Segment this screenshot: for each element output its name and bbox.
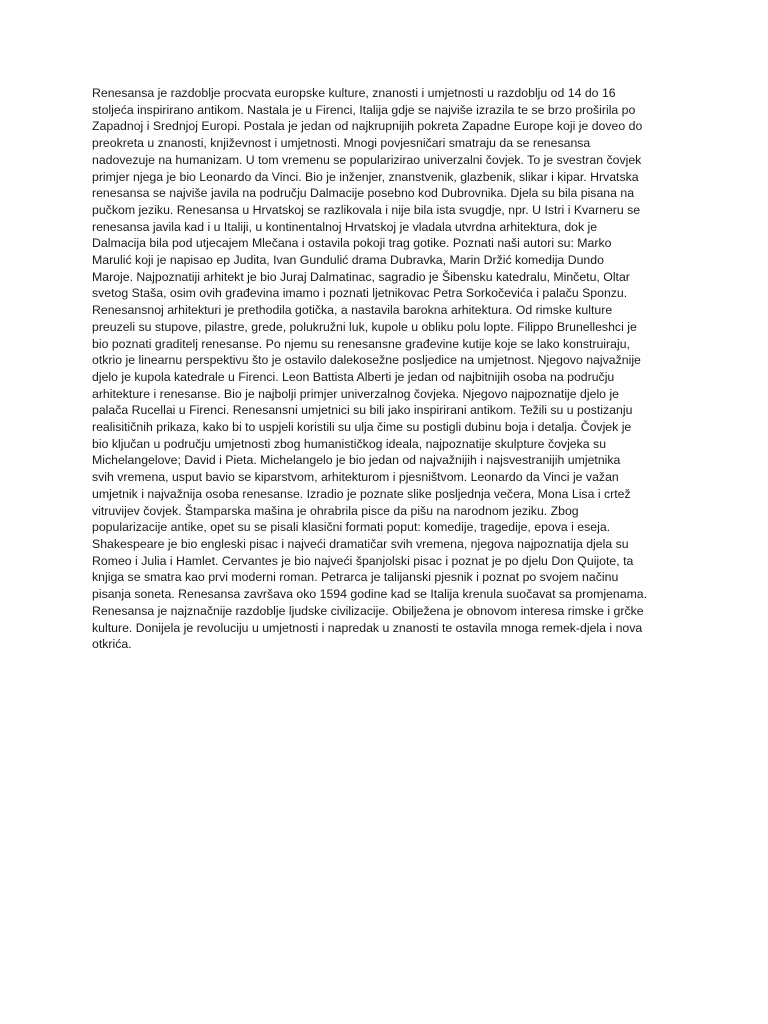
body-paragraph: Renesansa je razdoblje procvata europske kulture, znanosti i umjetnosti u razdoblju od 14 do 16 stoljeća inspirirano antikom. Nastala je u Firenci, Italija gdje se najviše izrazila te se brzo proširila po Zapadnoj i Srednjoj Europi. Postala je jedan od najkrupnijih pokreta Zapadne Europe koji je doveo do preokreta u znanosti, književnost i umjetnosti. Mnogi povjesničari smatraju da se renesansa nadovezuje na humanizam. U tom vremenu se popularizirao univerzalni čovjek. To je svestran čovjek primjer njega je bio Leonardo da Vinci. Bio je inženjer, znanstvenik, glazbenik, slikar i kipar. Hrvatska renesansa se najviše javila na području Dalmacije posebno kod Dubrovnika. Djela su bila pisana na pučkom jeziku. Renesansa u Hrvatskoj se razlikovala i nije bila ista svugdje, npr. U Istri i Kvarneru se renesansa javila kad i u Italiji, u kontinentalnoj Hrvatskoj je vladala utvrdna arhitektura, dok je Dalmacija bila pod utjecajem Mlečana i ostavila pokoji trag gotike. Poznati naši autori su: Marko Marulić koji je napisao ep Judita, Ivan Gundulić drama Dubravka, Marin Držić komedija Dundo Maroje. Najpoznatiji arhitekt je bio Juraj Dalmatinac, sagradio je Šibensku katedralu, Minčetu, Oltar svetog Staša, osim ovih građevina imamo i poznati ljetnikovac Petra Sorkočevića i palaču Sponzu. Renesansnoj arhitekturi je prethodila gotička, a nastavila barokna arhitektura. Od rimske kulture preuzeli su stupove, pilastre, grede, polukružni luk, kupole u obliku polu lopte. Filippo Brunelleshci je bio poznati graditelj renesanse. Po njemu su renesansne građevine kutije koje se lako konstruiraju, otkrio je linearnu perspektivu što je ostavilo dalekosežne posljedice na umjetnost. Njegovo najvažnije djelo je kupola katedrale u Firenci. Leon Battista Alberti je jedan od najbitnijih osoba na području arhitekture i renesanse. Bio je najbolji primjer univerzalnog čovjeka. Njegovo najpoznatije djelo je palača Rucellai u Firenci. Renesansni umjetnici su bili jako inspirirani antikom. Težili su u postizanju realisitičnih prikaza, kako bi to uspjeli koristili su ulja čime su postigli dubinu boja i detalja. Čovjek je bio ključan u području umjetnosti zbog humanističkog ideala, najpoznatije skulpture čovjeka su Michelangelove; David i Pieta. Michelangelo je bio jedan od najvažnijih i najsvestranijih umjetnika svih vremena, usput bavio se kiparstvom, arhitekturom i pjesništvom. Leonardo da Vinci je važan umjetnik i najvažnija osoba renesanse. Izradio je poznate slike posljednja večera, Mona Lisa i crtež vitruvijev čovjek. Štamparska mašina je ohrabrila pisce da pišu na narodnom jeziku. Zbog popularizacije antike, opet su se pisali klasični formati poput: komedije, tragedije, epova i eseja. Shakespeare je bio engleski pisac i najveći dramatičar svih vremena, njegova najpoznatija djela su Romeo i Julia i Hamlet. Cervantes je bio najveći španjolski pisac i poznat je po djelu Don Quijote, ta knjiga se smatra kao prvi moderni roman. Petrarca je talijanski pjesnik i poznat po svojem načinu pisanja soneta. Renesansa završava oko 1594 godine kad se Italija krenula suočavat sa promjenama. Renesansa je najznačnije razdoblje ljudske civilizacije. Obilježena je obnovom interesa rimske i grčke kulture. Donijela je revoluciju u umjetnosti i napredak u znanosti te ostavila mnoga remek-djela i nova otkrića. [92, 86, 648, 652]
document-content [92, 85, 692, 653]
